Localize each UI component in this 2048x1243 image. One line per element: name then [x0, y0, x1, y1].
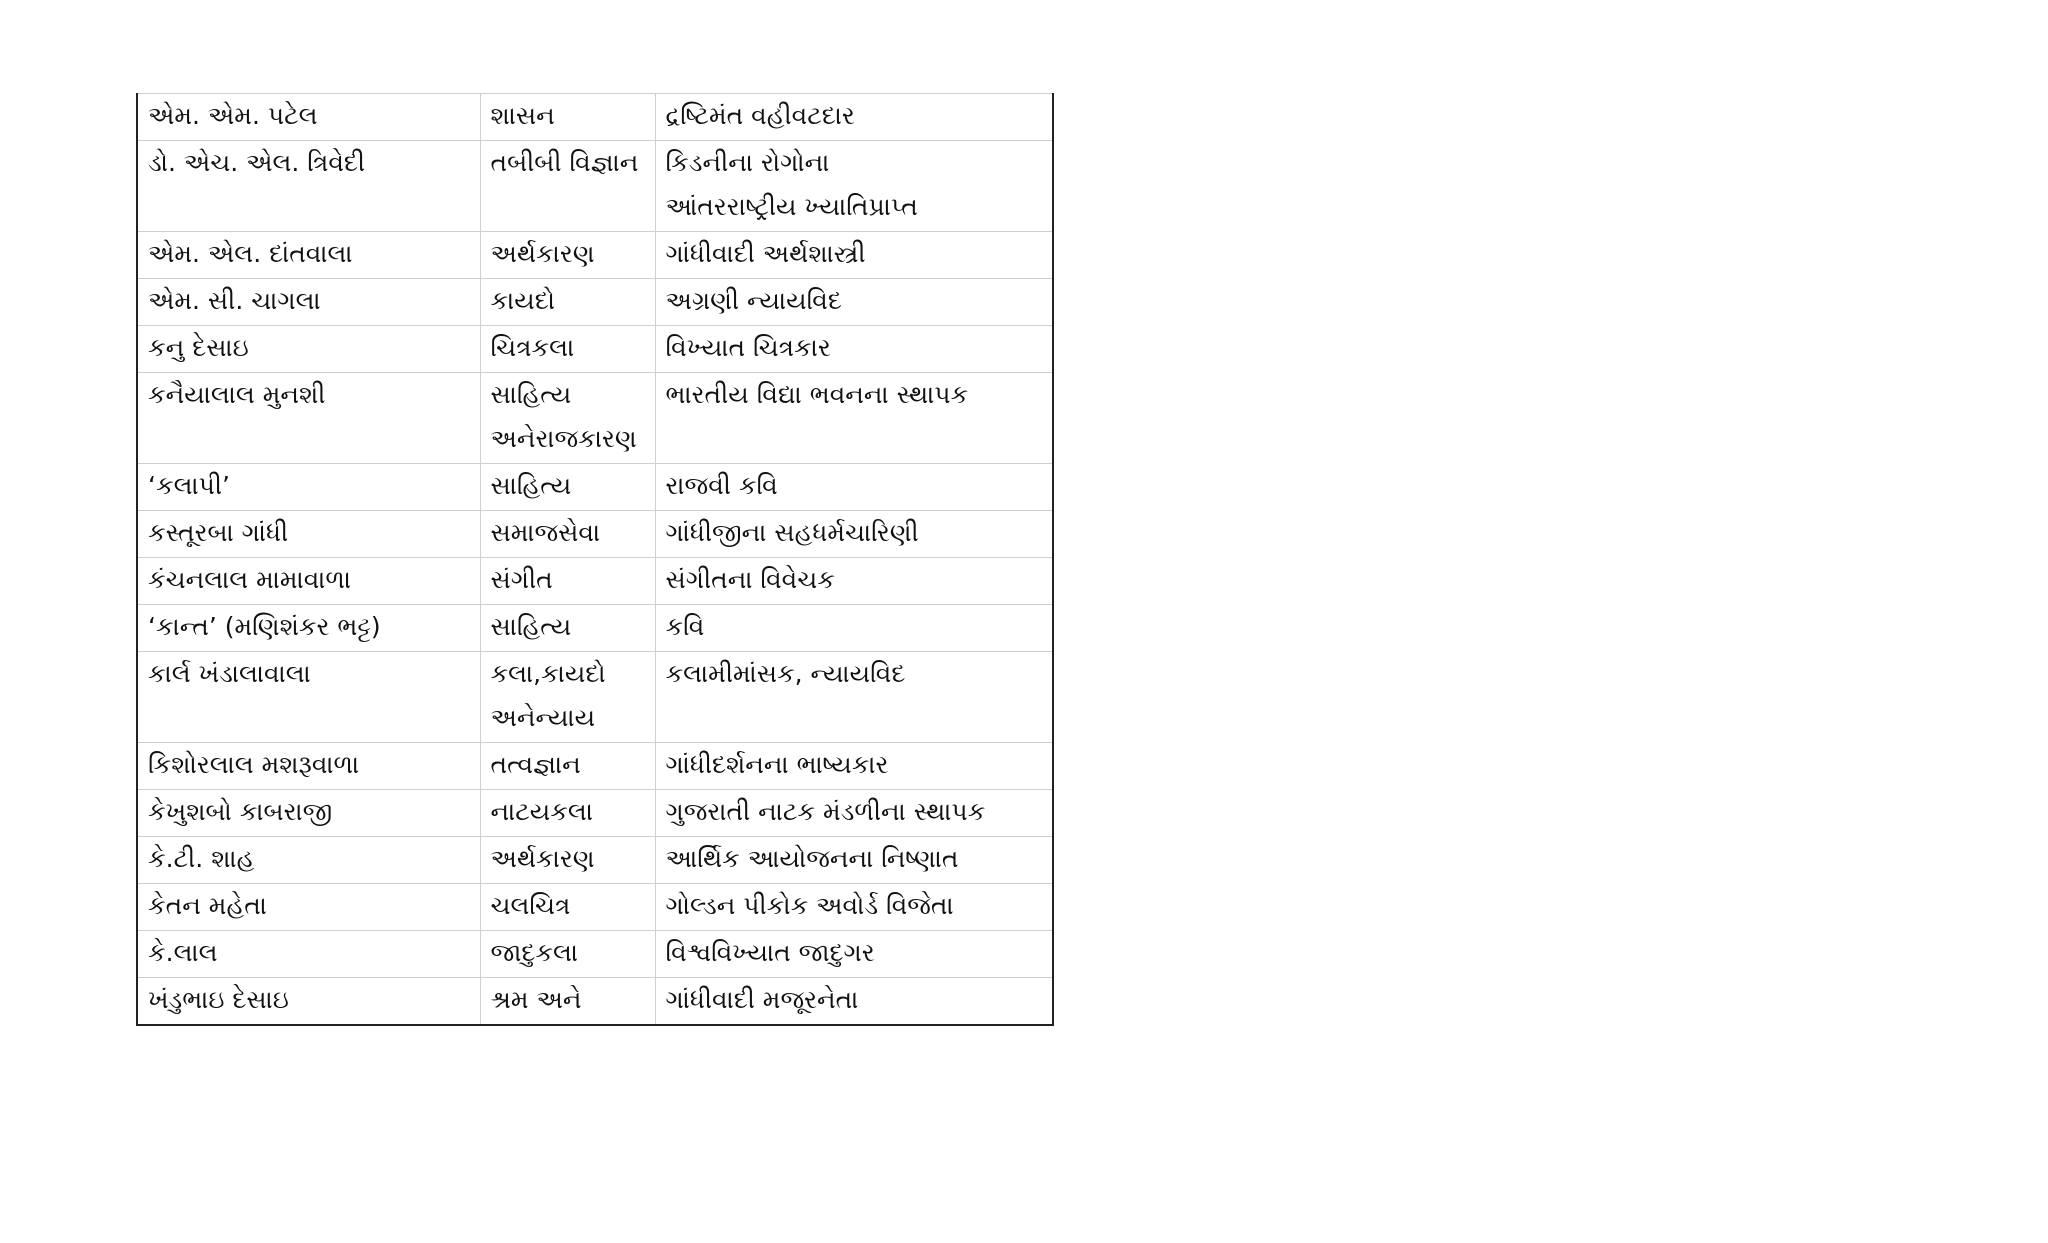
table-row: [137, 978, 1053, 1026]
field-cell: ચિત્રકલા: [480, 326, 655, 373]
name-cell: કાર્લ ખંડાલાવાલા: [137, 652, 480, 743]
description-cell: ગુજરાતી નાટક મંડળીના સ્થાપક: [655, 790, 1053, 837]
description-cell: અગ્રણી ન્યાયવિદ: [655, 279, 1053, 326]
description-cell: રાજવી કવિ: [655, 464, 1053, 511]
name-cell: કે.ટી. શાહ: [137, 837, 480, 884]
field-cell: કલા,કાયદો અનેન્યાય: [480, 652, 655, 743]
description-cell: કલામીમાંસક, ન્યાયવિદ: [655, 652, 1053, 743]
name-cell: ‘કલાપી’: [137, 464, 480, 511]
name-cell: એમ. એલ. દાંતવાલા: [137, 232, 480, 279]
name-cell: કે.લાલ: [137, 931, 480, 978]
field-cell: નાટયકલા: [480, 790, 655, 837]
table-row: [137, 511, 1053, 558]
description-cell: કિડનીના રોગોના આંતરરાષ્ટ્રીય ખ્યાતિપ્રાપ્ત: [655, 141, 1053, 232]
field-cell: સમાજસેવા: [480, 511, 655, 558]
description-cell: ગાંધીજીના સહધર્મચારિણી: [655, 511, 1053, 558]
description-cell: સંગીતના વિવેચક: [655, 558, 1053, 605]
description-cell: ગોલ્ડન પીકોક અવોર્ડ વિજેતા: [655, 884, 1053, 931]
table-row: [137, 743, 1053, 790]
name-cell: ડો. એચ. એલ. ત્રિવેદી: [137, 141, 480, 232]
name-cell: કંચનલાલ મામાવાળા: [137, 558, 480, 605]
field-cell: શાસન: [480, 94, 655, 141]
field-cell: અર્થકારણ: [480, 837, 655, 884]
table-row: [137, 558, 1053, 605]
table-row: [137, 790, 1053, 837]
table-row: [137, 837, 1053, 884]
table-row: [137, 464, 1053, 511]
name-cell: એમ. એમ. પટેલ: [137, 94, 480, 141]
table-row: [137, 652, 1053, 743]
table-row: [137, 931, 1053, 978]
field-cell: ચલચિત્ર: [480, 884, 655, 931]
name-cell: કસ્તૂરબા ગાંધી: [137, 511, 480, 558]
name-cell: ખંડુભાઇ દેસાઇ: [137, 978, 480, 1026]
table-body: [137, 94, 1053, 1026]
description-cell: દ્રષ્ટિમંત વહીવટદાર: [655, 94, 1053, 141]
table-row: [137, 884, 1053, 931]
description-cell: ગાંધીવાદી મજૂરનેતા: [655, 978, 1053, 1026]
description-cell: આર્થિક આયોજનના નિષ્ણાત: [655, 837, 1053, 884]
field-cell: સંગીત: [480, 558, 655, 605]
name-cell: ‘કાન્ત’ (મણિશંકર ભટ્ટ): [137, 605, 480, 652]
name-cell: કનૈયાલાલ મુનશી: [137, 373, 480, 464]
table-row: [137, 373, 1053, 464]
field-cell: અર્થકારણ: [480, 232, 655, 279]
field-cell: જાદુકલા: [480, 931, 655, 978]
field-cell: સાહિત્ય અનેરાજકારણ: [480, 373, 655, 464]
name-cell: કેતન મહેતા: [137, 884, 480, 931]
field-cell: તબીબી વિજ્ઞાન: [480, 141, 655, 232]
description-cell: ગાંધીવાદી અર્થશાસ્ત્રી: [655, 232, 1053, 279]
description-cell: વિખ્યાત ચિત્રકાર: [655, 326, 1053, 373]
table-row: [137, 326, 1053, 373]
field-cell: સાહિત્ય: [480, 605, 655, 652]
name-cell: એમ. સી. ચાગલા: [137, 279, 480, 326]
name-cell: કનુ દેસાઇ: [137, 326, 480, 373]
field-cell: તત્વજ્ઞાન: [480, 743, 655, 790]
name-cell: કિશોરલાલ મશરૂવાળા: [137, 743, 480, 790]
table-row: [137, 94, 1053, 141]
table-row: [137, 141, 1053, 232]
name-cell: કેખુશબો કાબરાજી: [137, 790, 480, 837]
biography-table: [136, 93, 1054, 1026]
field-cell: સાહિત્ય: [480, 464, 655, 511]
description-cell: ભારતીય વિદ્યા ભવનના સ્થાપક: [655, 373, 1053, 464]
table-row: [137, 279, 1053, 326]
description-cell: ગાંધીદર્શનના ભાષ્યકાર: [655, 743, 1053, 790]
field-cell: કાયદો: [480, 279, 655, 326]
description-cell: વિશ્વવિખ્યાત જાદુગર: [655, 931, 1053, 978]
table-row: [137, 605, 1053, 652]
table-row: [137, 232, 1053, 279]
field-cell: શ્રમ અને: [480, 978, 655, 1026]
description-cell: કવિ: [655, 605, 1053, 652]
